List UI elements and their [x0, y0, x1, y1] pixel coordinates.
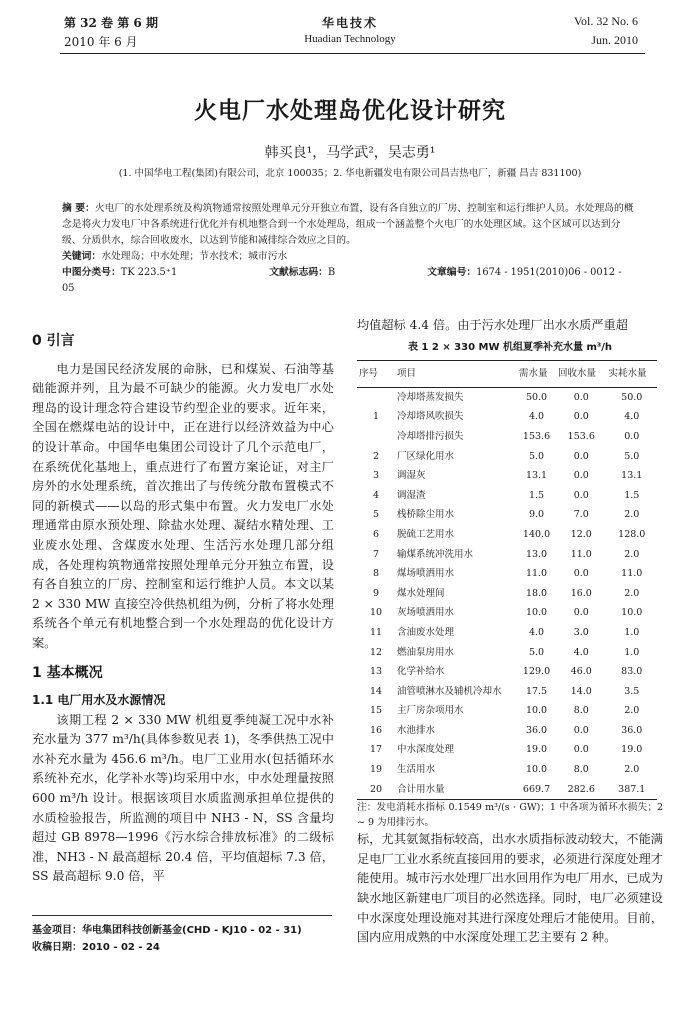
- table-cell: 16: [369, 724, 383, 736]
- table-cell: 脱硫工艺用水: [397, 528, 455, 540]
- table-header-cell: 序号: [357, 361, 395, 388]
- footnote-rule: [32, 915, 332, 916]
- paper-authors: 韩买良¹，马学武²，吴志勇¹: [264, 145, 436, 161]
- table-row: [357, 486, 657, 506]
- table-cell: 5.0: [528, 646, 545, 658]
- table-header-cell: 项目: [395, 361, 517, 388]
- left-column: [32, 330, 334, 956]
- table-cell: 11: [369, 626, 383, 638]
- keywords-label: 关键词：: [62, 251, 102, 262]
- header-date-cn: 2010 年 6 月: [64, 35, 138, 49]
- table-cell: 19.0: [621, 744, 643, 756]
- table-cell: 0.0: [624, 430, 640, 442]
- table-cell: 8.0: [573, 764, 589, 776]
- table-cell: 128.0: [618, 528, 646, 540]
- clc-label: 中图分类号：: [62, 267, 121, 278]
- table-cell: 0.0: [573, 568, 589, 580]
- table-cell: 50.0: [621, 391, 643, 403]
- keywords-text: 水处理岛；中水处理；节水技术；城市污水: [101, 251, 288, 262]
- table-row: [357, 584, 657, 604]
- table-cell: 2.0: [624, 548, 640, 560]
- table-cell: 化学补给水: [397, 666, 445, 678]
- continued-paragraph: 均值超标 4.4 倍。由于污水处理厂出水水质严重超: [357, 318, 628, 332]
- table-row: [357, 564, 657, 584]
- table-cell: 合计用水量: [395, 780, 517, 800]
- intro-paragraph: 电力是国民经济发展的命脉，已和煤炭、石油等基础能源并列，且为最不可缺少的能源。火力发电厂水处理岛的设计理念符合建设节约型企业的要求。近年来，全国在燃煤电站的设计中，正在进行以经济效益为中心的设计革命。中国华电集团公司设计了几个示范电厂，在系统优化基地上，重点进行了布置方案论证，对主厂房外的水处理系统，首次推出了与传统分散布置模式不同的新模式——以岛的形式集中布置。火力发电厂水处理通常由原水预处理、除盐水处理、凝结水精处理、工业废水处理、含煤废水处理、生活污水处理几部分组成，各处理构筑物通常按照处理单元分开独立布置，设有各自独立的厂房、控制室和运行维护人员。本文以某 2 × 330 MW 直接空冷供热机组为例，分析了将水处理系统各个单元有机地整合到一个水处理岛的优化设计方案。: [32, 361, 334, 650]
- table-cell: 669.7: [517, 780, 556, 800]
- table-cell: 输煤系统冲洗用水: [397, 548, 474, 560]
- table-cell: 10.0: [525, 705, 548, 717]
- table-row: [357, 721, 657, 741]
- water-source-paragraph: 该期工程 2 × 330 MW 机组夏季纯凝工况中水补充水量为 377 m³/h(具体参数见表 1)，冬季供热工况中水补充水量为 456.6 m³/h。电厂工业用水(包括循环水系统补充水，化学补水等)均采用中水，中水处理量按照 600 m³/h 设计。根据该项目水质监测承担单位提供的水质检验报告，所监测的项目中 NH3 - N，SS 含量均超过 GB 8978—1996《污水综合排放标准》的二级标准，NH3 - N 最高超标 20.4 倍，平均值超标 7.3 倍，SS 最高超标 9.0 倍，平: [32, 712, 334, 884]
- table-cell: 油管喷淋水及辅机冷却水: [397, 685, 502, 697]
- table-cell: 3: [372, 470, 380, 482]
- table-row: [357, 387, 657, 407]
- table-cell: 生活用水: [397, 764, 436, 776]
- table-cell: 6: [372, 528, 380, 540]
- table-caption: 表 1 2 × 330 MW 机组夏季补充水量 m³/h: [407, 341, 613, 353]
- header-journal-en: Huadian Technology: [304, 33, 396, 45]
- table-cell: 18.0: [525, 587, 548, 599]
- table-cell: 14.0: [570, 685, 592, 697]
- table-row: [357, 740, 657, 760]
- table-cell: 冷却塔蒸发损失: [397, 391, 464, 403]
- table-cell: 4.0: [624, 411, 640, 423]
- table-cell: 13: [369, 666, 383, 678]
- table-row: [357, 682, 657, 702]
- table-cell: 9: [372, 587, 380, 599]
- table-cell: 153.6: [567, 430, 595, 442]
- table-cell: 8.0: [573, 705, 589, 717]
- table-cell: 调湿灰: [397, 470, 426, 482]
- table-row: [357, 701, 657, 721]
- table-cell: 8: [372, 568, 380, 580]
- table-cell: 调湿渣: [397, 489, 426, 501]
- table-cell: 17: [369, 744, 383, 756]
- table-cell: 36.0: [525, 724, 548, 736]
- doc-code-field: [269, 267, 381, 278]
- table-header-cell: 需水量: [517, 361, 556, 388]
- table-row: [357, 447, 657, 467]
- table-cell: 煤场喷洒用水: [397, 568, 455, 580]
- table-cell: 10.0: [525, 607, 548, 619]
- table-cell: 4.0: [528, 626, 545, 638]
- table-row: [357, 623, 657, 643]
- article-no-label: 文章编号：: [427, 267, 477, 278]
- table-row: [357, 407, 657, 427]
- table-cell: 1.5: [528, 489, 545, 501]
- running-header: [0, 0, 700, 58]
- table-cell: 50.0: [525, 391, 548, 403]
- table-cell: 5.0: [624, 450, 640, 462]
- table-cell: 14: [369, 685, 383, 697]
- table-cell: 9.0: [528, 509, 545, 521]
- table-cell: 主厂房杂项用水: [397, 705, 464, 717]
- table-cell: 153.6: [522, 430, 551, 442]
- table-cell: 46.0: [570, 666, 592, 678]
- abstract-block: [62, 201, 637, 297]
- paper-title: 火电厂水处理岛优化设计研究: [194, 97, 506, 124]
- table-cell: 10.0: [525, 764, 548, 776]
- table-cell: 2: [372, 450, 380, 462]
- table-row: [357, 545, 657, 565]
- table-row: [357, 505, 657, 525]
- table-cell: 17.5: [525, 685, 548, 697]
- table-cell: 2.0: [624, 764, 640, 776]
- treatment-paragraph: 标，尤其氨氮指标较高，出水水质指标波动较大，不能满足电厂工业水系统直接回用的要求，必须进行深度处理才能使用。城市污水处理厂出水回用作为电厂用水，已成为缺水地区新建电厂项目的必然选择。同时，电厂必须建设中水深度处理设施对其进行深度处理后才能使用。目前，国内应用成熟的中水深度处理工艺主要有 2 种。: [357, 832, 663, 945]
- table-cell: 13.1: [525, 470, 548, 482]
- table-cell: 4: [372, 489, 380, 501]
- table-cell: 16.0: [570, 587, 592, 599]
- table-cell: 13.0: [525, 548, 548, 560]
- table-cell: 7: [372, 548, 380, 560]
- table-header-cell: 实耗水量: [607, 361, 657, 388]
- table-cell: 15: [369, 705, 383, 717]
- table-cell: 煤水处理间: [397, 587, 445, 599]
- table-cell: 1.0: [624, 626, 640, 638]
- table-cell: 0.0: [573, 489, 589, 501]
- section-heading-1: 1 基本概况: [32, 664, 103, 681]
- table-cell: 0.0: [573, 724, 589, 736]
- table-body: [357, 387, 657, 799]
- table-cell: 0.0: [573, 411, 589, 423]
- header-date-en: Jun. 2010: [591, 33, 638, 47]
- table-header-row: [357, 361, 657, 388]
- table-cell: 5: [372, 509, 380, 521]
- table-cell: 1: [372, 411, 380, 423]
- table-cell: 1.0: [624, 646, 640, 658]
- doc-code-label: 文献标志码：: [269, 267, 328, 278]
- table-cell: 11.0: [621, 568, 643, 580]
- table-cell: 4.0: [528, 411, 545, 423]
- table-header-cell: 回收水量: [556, 361, 606, 388]
- table-cell: 冷却塔风吹损失: [397, 411, 464, 423]
- table-cell: 水池排水: [397, 724, 436, 736]
- table-cell: 282.6: [556, 780, 606, 800]
- abstract-paragraph: [62, 201, 637, 249]
- header-rule: [60, 53, 645, 54]
- table-cell: 20: [357, 780, 395, 800]
- table-cell: 冷却塔排污损失: [397, 430, 464, 442]
- clc-value: TK 223.5⁺1: [120, 267, 178, 278]
- table-cell: 11.0: [570, 548, 592, 560]
- table-cell: 燃油泵房用水: [397, 646, 455, 658]
- table-row: [357, 760, 657, 780]
- table-row: [357, 603, 657, 623]
- table-cell: 含油废水处理: [397, 626, 455, 638]
- keywords-line: [62, 249, 637, 265]
- table-cell: 12.0: [570, 528, 592, 540]
- abstract-label: 摘 要：: [62, 203, 95, 214]
- table-cell: 387.1: [607, 780, 657, 800]
- table-cell: 36.0: [621, 724, 643, 736]
- table-row: [357, 643, 657, 663]
- table-cell: 10: [369, 607, 383, 619]
- table-cell: 10.0: [621, 607, 643, 619]
- table-cell: 灰场喷洒用水: [397, 607, 455, 619]
- table-cell: 3.5: [624, 685, 640, 697]
- table-cell: 1.5: [624, 489, 640, 501]
- table-row: [357, 780, 657, 800]
- table-cell: [357, 387, 395, 407]
- classification-line: [62, 265, 637, 297]
- article-no-value: 1674 - 1951(2010)06 - 0012 - 05: [62, 267, 622, 294]
- paper-affiliation: (1. 中国华电工程(集团)有限公司，北京 100035；2. 华电新疆发电有限公司昌吉热电厂，新疆 昌吉 831100): [118, 168, 582, 179]
- right-column: [357, 316, 663, 948]
- subsection-heading-1-1: 1.1 电厂用水及水源情况: [32, 693, 166, 708]
- table-row: [357, 525, 657, 545]
- table-cell: 中水深度处理: [397, 744, 455, 756]
- table-cell: 2.0: [624, 509, 640, 521]
- table-cell: 3.0: [573, 626, 589, 638]
- received-footnote: 收稿日期：2010 - 02 - 24: [32, 942, 160, 954]
- table-cell: 19: [369, 764, 383, 776]
- table-cell: 11.0: [525, 568, 548, 580]
- table-cell: 2.0: [624, 705, 640, 717]
- table-row: [357, 466, 657, 486]
- table-cell: 栈桥除尘用水: [397, 509, 455, 521]
- table-cell: 0.0: [573, 607, 589, 619]
- table-cell: 0.0: [573, 470, 589, 482]
- table-cell: 140.0: [522, 528, 551, 540]
- clc-field: [62, 267, 223, 278]
- table-cell: 0.0: [573, 391, 589, 403]
- table-cell: 0.0: [573, 450, 589, 462]
- table-cell: 19.0: [525, 744, 548, 756]
- water-demand-table: [357, 360, 657, 800]
- table-cell: 7.0: [573, 509, 589, 521]
- table-cell: 12: [369, 646, 383, 658]
- table-row: [357, 662, 657, 682]
- header-volume-en: Vol. 32 No. 6: [573, 14, 638, 28]
- doc-code-value: B: [327, 267, 336, 278]
- fund-footnote: 基金项目：华电集团科技创新基金(CHD - KJ10 - 02 - 31): [32, 925, 302, 937]
- table-cell: [357, 427, 395, 447]
- table-cell: 13.1: [621, 470, 643, 482]
- table-cell: 129.0: [522, 666, 551, 678]
- table-row: [357, 427, 657, 447]
- table-cell: 2.0: [624, 587, 640, 599]
- header-volume-cn: 第 32 卷 第 6 期: [64, 16, 158, 30]
- table-note: 注：发电消耗水指标 0.1549 m³/(s · GW)；1 中各项为循环水损失；2 ~ 9 为用排污水。: [357, 802, 663, 829]
- table-cell: 厂区绿化用水: [397, 450, 455, 462]
- table-cell: 0.0: [573, 744, 589, 756]
- table-cell: 83.0: [621, 666, 643, 678]
- table-cell: 5.0: [528, 450, 545, 462]
- header-journal-cn: 华电技术: [321, 16, 378, 30]
- section-heading-0: 0 引言: [32, 333, 75, 349]
- table-cell: 4.0: [573, 646, 589, 658]
- abstract-text: 火电厂的水处理系统及构筑物通常按照处理单元分开独立布置，设有各自独立的厂房、控制室和运行维护人员。水处理岛的概念是将火力发电厂中各系统进行优化并有机地整合到一个水处理岛，组成一个涵盖整个火电厂的水处理区域。这个区域可以达到分级、分质供水，综合回收废水，以达到节能和减排综合效应之目的。: [62, 203, 634, 246]
